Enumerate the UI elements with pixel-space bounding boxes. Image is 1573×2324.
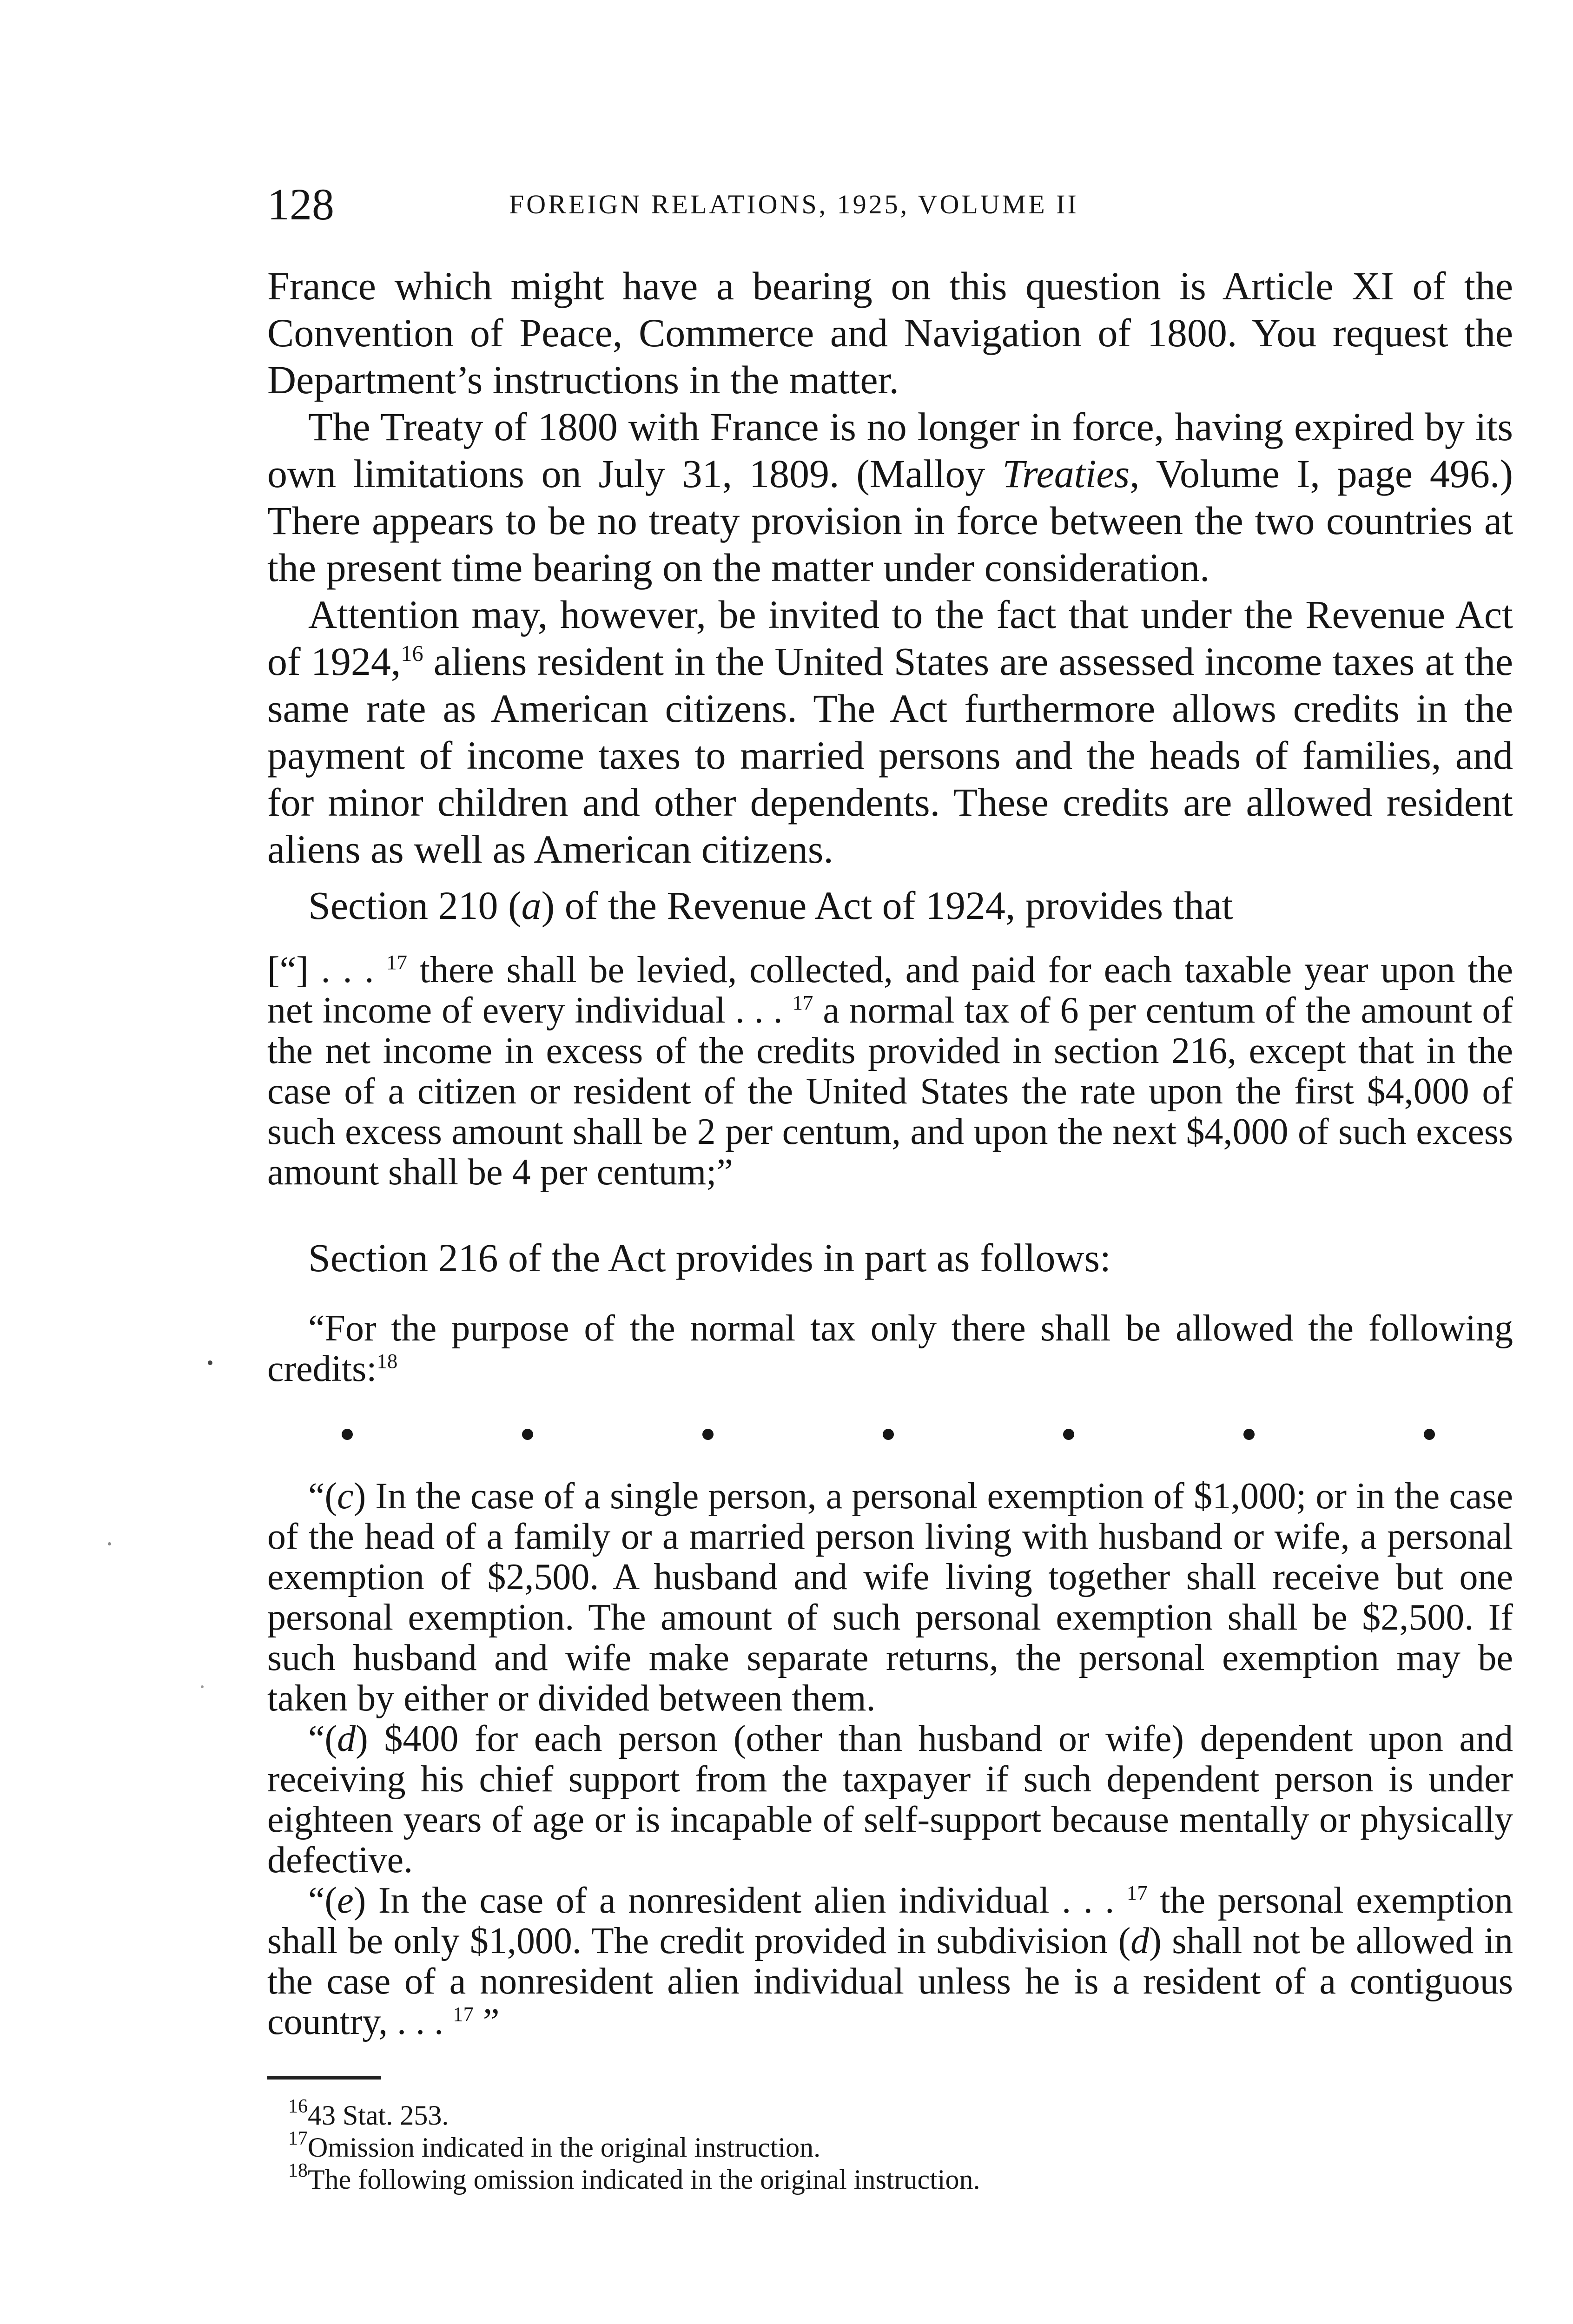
- footnote-text: 43 Stat. 253.: [308, 2100, 449, 2131]
- quotation-text: “For the purpose of the normal tax only there shall be allowed the following credits:: [267, 1308, 1513, 1389]
- footnote: [288, 2095, 1513, 2132]
- paragraph-section-216: [267, 1235, 1513, 1281]
- paragraph-treaty-1800: [267, 403, 1513, 591]
- paragraph-text: Attention may, however, be invited to the fact that under the Revenue Act of 1924,: [267, 592, 1513, 684]
- quotation-text: a normal tax of 6 per centum of the amount of the net income in excess of the credits provided in section 216, except that in the case of a citizen or resident of the United States the rate upon the first $4,000 of such excess amount shall be 2 per centum, and upon the next $4,000 of such excess amount shall be 4 per centum;”: [267, 990, 1514, 1193]
- paragraph-text: ) of the Revenue Act of 1924, provides that: [541, 883, 1233, 928]
- quotation-text: ) In the case of a nonresident alien individual . . .: [353, 1880, 1127, 1921]
- quotation-text: ) $400 for each person (other than husband or wife) dependent upon and receiving his chief support from the taxpayer if such dependent person is under eighteen years of age or is incapable of self-support because mentally or physically defective.: [267, 1718, 1513, 1881]
- omission-dot: [522, 1429, 533, 1440]
- omission-dot: [1424, 1429, 1435, 1440]
- quotation-section-210: [267, 950, 1513, 1193]
- quotation-text: “(: [308, 1880, 337, 1921]
- quotation-text: [“] . . .: [267, 950, 387, 990]
- page-header: [267, 177, 1513, 232]
- omission-dot: [342, 1429, 353, 1440]
- quotation-text: there shall be levied, collected, and paid for each taxable year upon the net income of every individual . . .: [267, 950, 1514, 1031]
- paragraph-revenue-act: [267, 591, 1513, 873]
- quotation-text: ”: [473, 2001, 500, 2042]
- quotation-section-216: [267, 1308, 1513, 1389]
- quotation-subsection-d: [267, 1719, 1513, 1881]
- italic-text: a: [521, 883, 542, 928]
- footnote-reference: 17: [386, 951, 407, 974]
- quotation-text: the personal exemption shall be only $1,000. The credit provided in subdivision (: [267, 1880, 1513, 1961]
- footnote-mark: 16: [288, 2095, 308, 2117]
- paragraph-text: Section 216 of the Act provides in part as follows:: [308, 1235, 1111, 1280]
- footnote-divider: [267, 2076, 381, 2080]
- quotation-subsection-e: [267, 1881, 1513, 2042]
- omission-dot: [1243, 1429, 1255, 1440]
- footnotes: [267, 2095, 1513, 2196]
- footnote-mark: 18: [288, 2159, 308, 2181]
- paragraph-text: , Volume I, page 496.) There appears to be no treaty provision in force between the two countries at the present time bearing on the matter under consideration.: [267, 451, 1513, 590]
- footnote-reference: 17: [453, 2002, 474, 2026]
- body-text: [267, 263, 1513, 2196]
- quotation-text: “(: [308, 1476, 337, 1517]
- quotation-subsection-c: [267, 1476, 1513, 1719]
- paragraph-section-210: [267, 882, 1513, 929]
- footnote: [288, 2127, 1513, 2164]
- italic-text: c: [337, 1476, 354, 1517]
- paragraph-text: aliens resident in the United States are assessed income taxes at the same rate as American citizens. The Act furthermore allows credits in the payment of income taxes to married persons and the heads of families, and for minor children and other dependents. These credits are allowed resident aliens as well as American citizens.: [267, 639, 1514, 872]
- omission-dot: [702, 1429, 714, 1440]
- margin-mark: [108, 1542, 111, 1545]
- quotation-text: ) shall not be allowed in the case of a nonresident alien individual unless he is a resident of a contiguous country, . . .: [267, 1921, 1514, 2042]
- page-number: 128: [267, 179, 334, 229]
- footnote: [288, 2159, 1513, 2196]
- paragraph-continuation: [267, 263, 1513, 403]
- footnote-text: The following omission indicated in the original instruction.: [308, 2164, 980, 2195]
- omission-dot: [1063, 1429, 1074, 1440]
- margin-mark: [208, 1360, 212, 1365]
- italic-text: Treaties: [1002, 451, 1130, 496]
- omission-dot: [883, 1429, 894, 1440]
- omission-dots: [267, 1416, 1513, 1457]
- running-head: FOREIGN RELATIONS, 1925, VOLUME II: [509, 189, 1079, 219]
- footnote-text: Omission indicated in the original instruction.: [308, 2132, 821, 2163]
- paragraph-text: France which might have a bearing on this question is Article XI of the Convention of Peace, Commerce and Navigation of 1800. You request the Department’s instructions in the matter.: [267, 264, 1513, 402]
- italic-text: e: [337, 1880, 354, 1921]
- margin-mark: [201, 1685, 204, 1688]
- paragraph-text: The Treaty of 1800 with France is no longer in force, having expired by its own limitations on July 31, 1809. (Malloy: [267, 404, 1513, 496]
- quotation-text: “(: [308, 1718, 337, 1759]
- paragraph-text: Section 210 (: [308, 883, 522, 928]
- footnote-reference: 17: [792, 991, 813, 1015]
- footnote-reference: 18: [377, 1349, 398, 1373]
- footnote-reference: 17: [1126, 1881, 1148, 1905]
- italic-text: d: [337, 1718, 356, 1759]
- footnote-reference: 16: [401, 641, 423, 667]
- quotation-text: ) In the case of a single person, a personal exemption of $1,000; or in the case of the head of a family or a married person living with husband or wife, a personal exemption of $2,500. A husband and wife living together shall receive but one personal exemption. The amount of such personal exemption shall be $2,500. If such husband and wife make separate returns, the personal exemption may be taken by either or divided between them.: [267, 1476, 1513, 1719]
- italic-text: d: [1130, 1921, 1150, 1961]
- footnote-mark: 17: [288, 2127, 308, 2149]
